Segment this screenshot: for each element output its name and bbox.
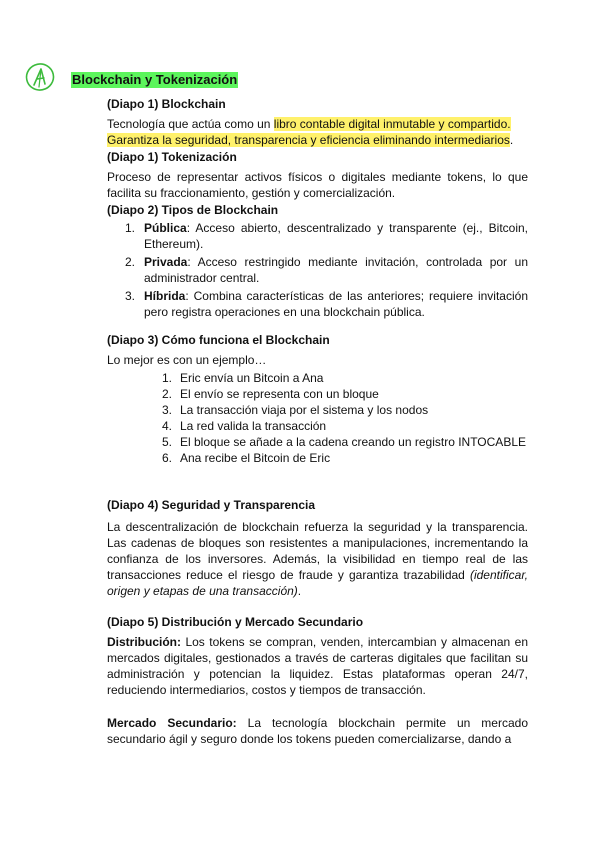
term: Distribución:: [107, 635, 181, 649]
list-number: 3.: [125, 289, 136, 303]
intro-text: Lo mejor es con un ejemplo…: [107, 353, 267, 367]
document-title: Blockchain y Tokenización: [72, 72, 238, 87]
text: .: [297, 584, 302, 598]
list-item: [162, 418, 528, 434]
list-text: : Combina características de las anteriores; requiere invitación pero registra operaciones en una blockchain pública.: [144, 289, 528, 319]
highlighted-text: libro contable digital inmutable y compartido.: [273, 117, 511, 131]
list-text: El envío se representa con un bloque: [180, 387, 379, 401]
term: Híbrida: [144, 289, 186, 303]
section-heading-seguridad: (Diapo 4) Seguridad y Transparencia: [107, 498, 316, 512]
types-list: [107, 220, 528, 320]
list-text: La red valida la transacción: [180, 419, 327, 433]
text: La tecnología blockchain permite un mercado secundario ágil y seguro donde los tokens pueden comercializarse, dando a: [107, 716, 528, 746]
section-heading-funciona: (Diapo 3) Cómo funciona el Blockchain: [107, 333, 330, 347]
text: .: [509, 133, 514, 147]
list-item: [107, 288, 528, 320]
section-heading-tokenizacion: (Diapo 1) Tokenización: [107, 150, 237, 164]
text: Los tokens se compran, venden, intercambian y almacenan en mercados digitales, gestionados a través de carteras digitales que facilitan su administración y potencian la liquidez. Estas plataformas operan 24/7, reduciendo intermediarios, costos y tiempos de transacción.: [107, 635, 528, 697]
list-number: 3.: [162, 403, 173, 417]
italic-text: (identificar, origen y etapas de una transacción): [107, 568, 528, 598]
paragraph-seguridad: [107, 519, 528, 599]
section-heading-distribucion: (Diapo 5) Distribución y Mercado Secundario: [107, 615, 364, 629]
list-item: [107, 220, 528, 252]
paragraph-blockchain: [107, 116, 528, 148]
list-text: Ana recibe el Bitcoin de Eric: [180, 451, 331, 465]
paragraph-tokenizacion: Proceso de representar activos físicos o digitales mediante tokens, lo que facilita su fraccionamiento, gestión y comercialización.: [107, 170, 528, 200]
highlighted-text: Garantiza la seguridad, transparencia y eficiencia eliminando intermediarios: [107, 133, 510, 147]
list-number: 4.: [162, 419, 173, 433]
steps-list: [162, 370, 528, 466]
list-text: Eric envía un Bitcoin a Ana: [180, 371, 324, 385]
section-heading-tipos: (Diapo 2) Tipos de Blockchain: [107, 203, 279, 217]
list-number: 6.: [162, 451, 173, 465]
list-number: 1.: [162, 371, 173, 385]
list-number: 2.: [162, 387, 173, 401]
text: La descentralización de blockchain refuerza la seguridad y la transparencia. Las cadenas de bloques son resistentes a manipulaciones, incrementando la confianza de los inversores. Además, la visibilidad en tiempo real de las transacciones reduce el riesgo de fraude y garantiza trazabilidad: [107, 520, 528, 582]
section-heading-blockchain: (Diapo 1) Blockchain: [107, 97, 226, 111]
list-item: [162, 434, 528, 450]
term: Mercado Secundario:: [107, 716, 237, 730]
paragraph-distribucion: [107, 634, 528, 698]
list-item: [162, 450, 528, 466]
list-item: [107, 254, 528, 286]
term: Privada: [144, 255, 188, 269]
list-text: El bloque se añade a la cadena creando un registro INTOCABLE: [180, 435, 526, 449]
term: Pública: [144, 221, 187, 235]
list-number: 5.: [162, 435, 173, 449]
text: Tecnología que actúa como un: [107, 117, 274, 131]
list-number: 1.: [125, 221, 136, 235]
list-item: [162, 370, 528, 386]
list-number: 2.: [125, 255, 136, 269]
list-text: : Acceso abierto, descentralizado y transparente (ej., Bitcoin, Ethereum).: [144, 221, 528, 251]
list-item: [162, 402, 528, 418]
pencil-mark-icon: [24, 61, 58, 93]
paragraph-mercado-secundario: [107, 715, 528, 747]
list-item: [162, 386, 528, 402]
list-text: : Acceso restringido mediante invitación, controlada por un administrador central.: [144, 255, 528, 285]
list-text: La transacción viaja por el sistema y los nodos: [180, 403, 429, 417]
